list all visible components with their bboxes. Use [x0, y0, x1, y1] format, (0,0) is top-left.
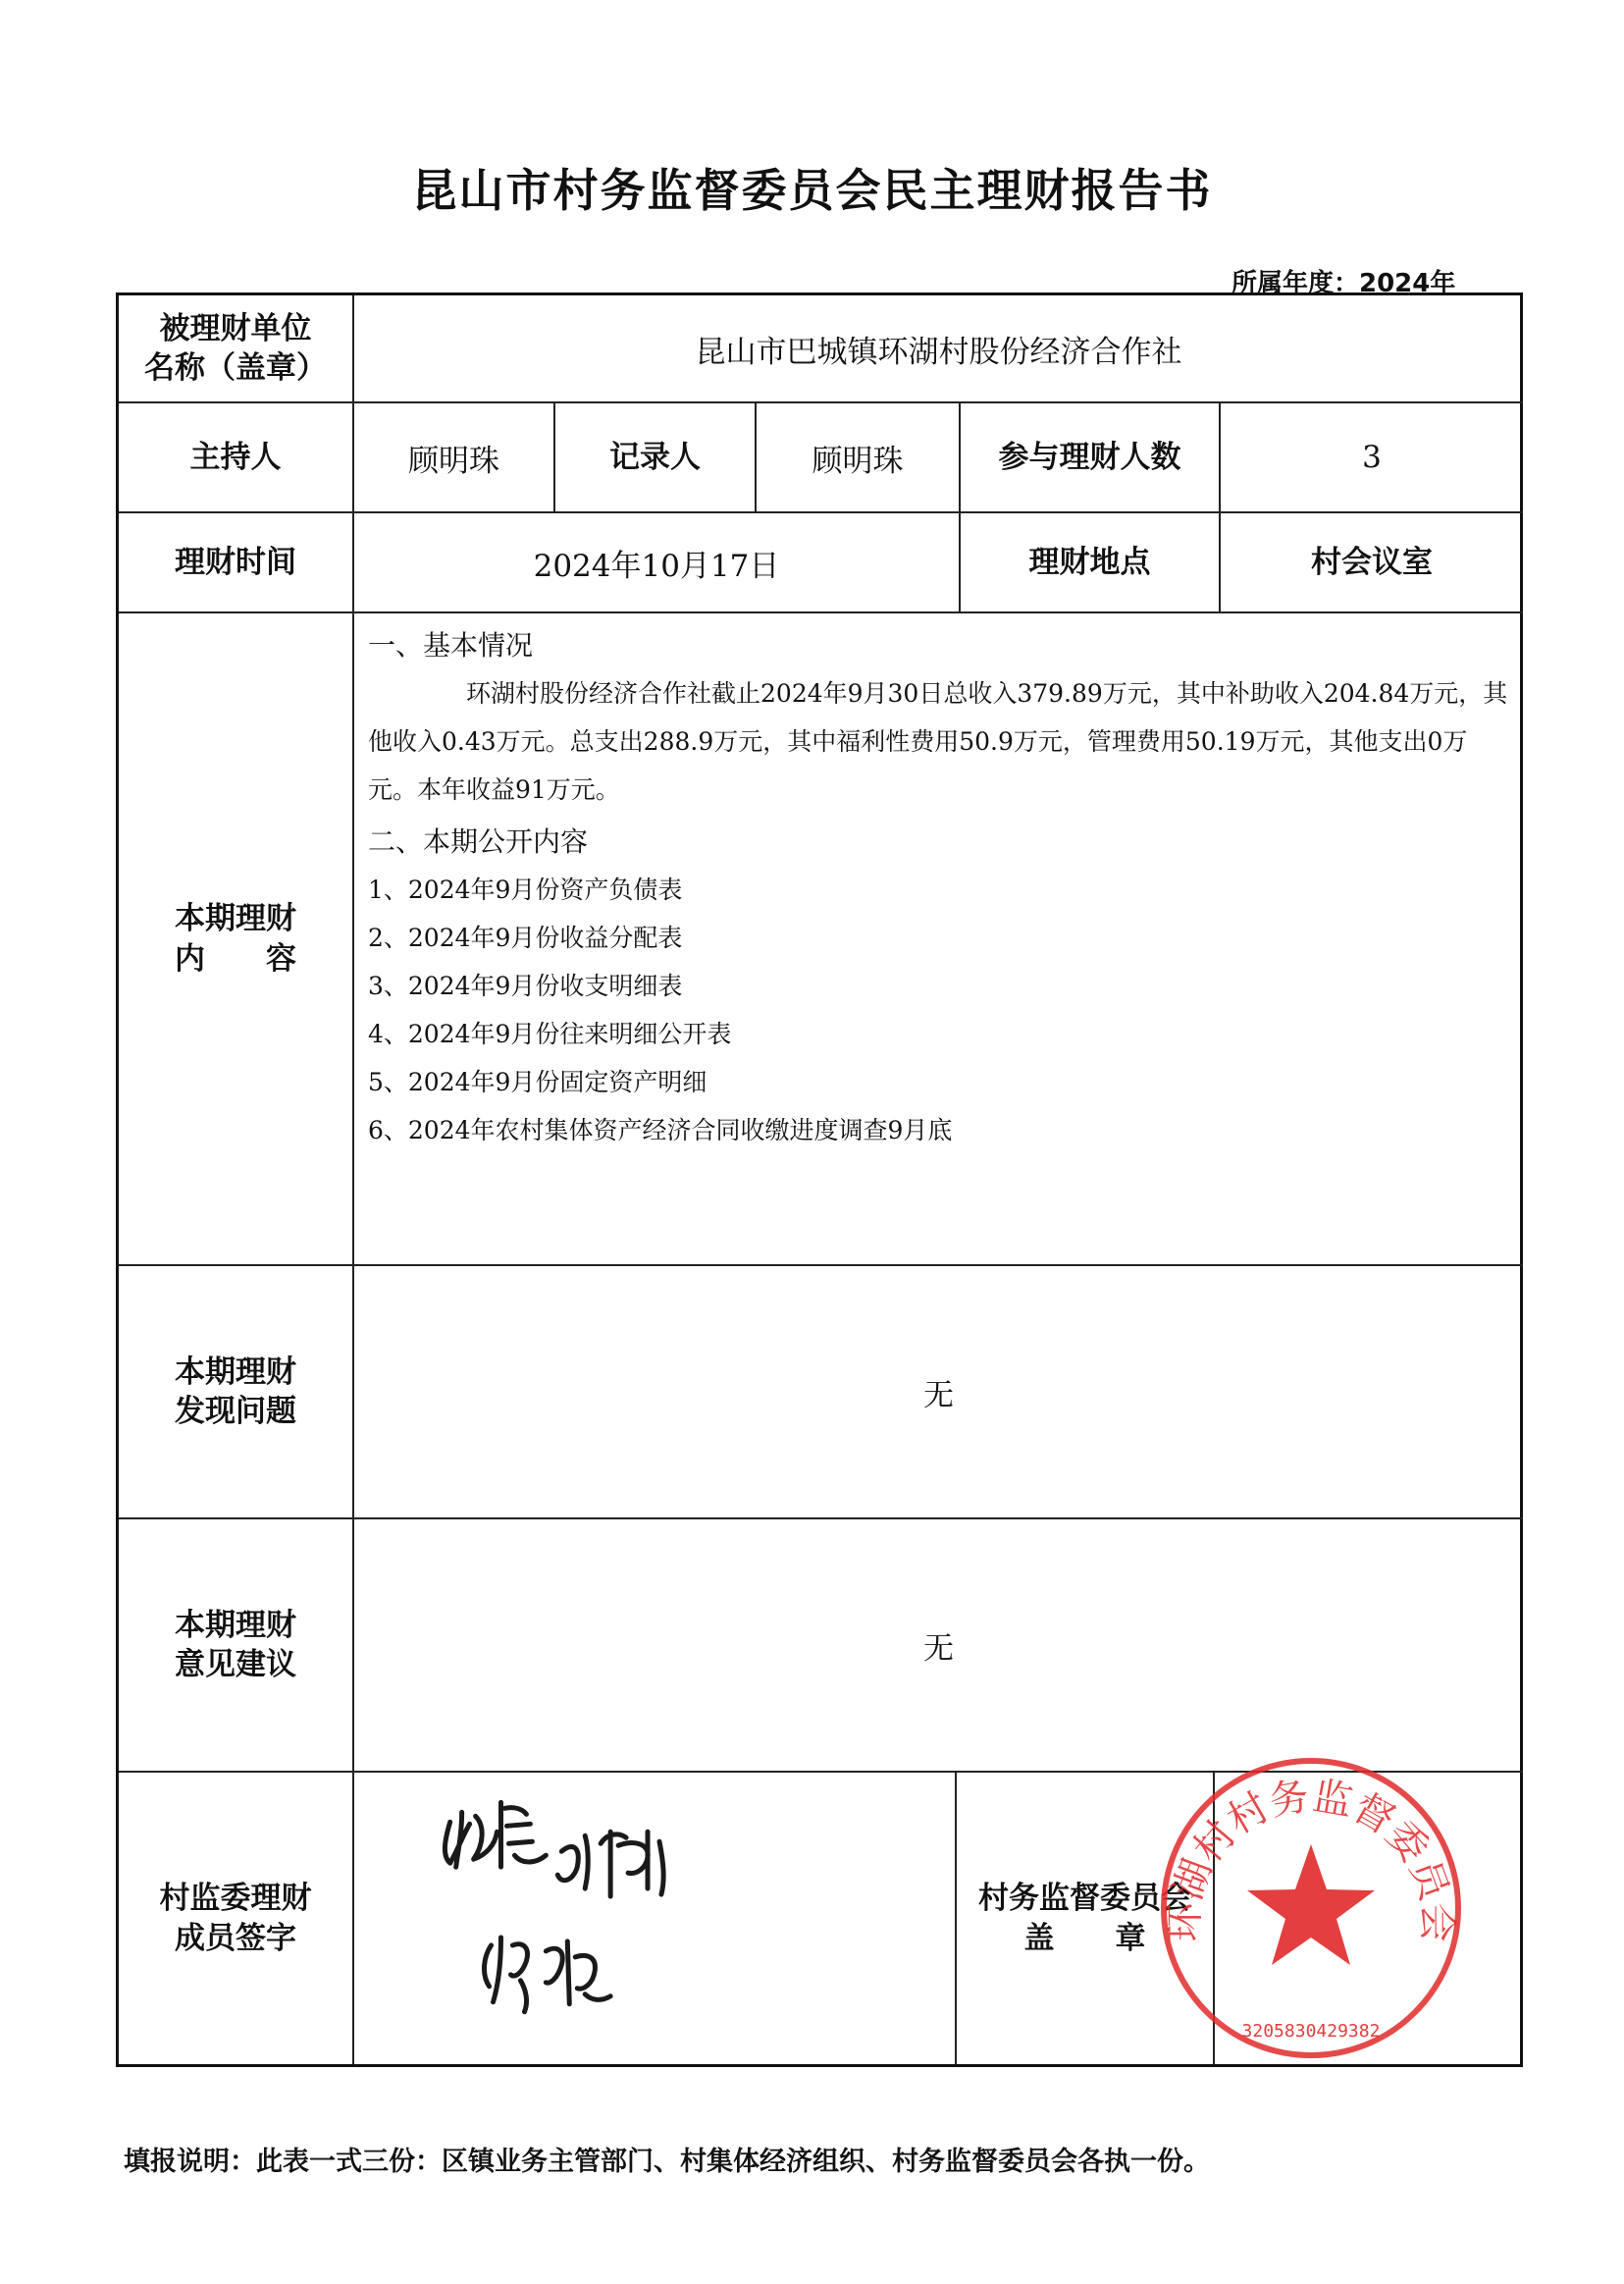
suggestions-label-line1: 本期理财: [175, 1607, 296, 1643]
recorder-label: 记录人: [555, 403, 757, 513]
participants-value: 3: [1221, 403, 1523, 513]
host-value: 顾明珠: [354, 403, 555, 513]
suggestions-label: [119, 1519, 354, 1773]
problems-value: 无: [354, 1266, 1523, 1519]
signatures-label-line2: 成员签字: [175, 1920, 296, 1956]
seal-star-icon: [1247, 1844, 1375, 1965]
content-body: [354, 613, 1523, 1266]
footer-note: 填报说明：此表一式三份：区镇业务主管部门、村集体经济组织、村务监督委员会各执一份。: [124, 2147, 1210, 2177]
unit-label: [119, 295, 354, 403]
list-item: 5、2024年9月份固定资产明细: [368, 1068, 707, 1096]
list-item: 2、2024年9月份收益分配表: [368, 924, 683, 952]
official-seal-stamp: [1149, 1746, 1473, 2070]
seal-arc-text: 环湖村村务监督委员会: [1162, 1774, 1460, 1942]
unit-label-line2: 名称（盖章）: [144, 350, 327, 386]
content-label-line2: 内 容: [175, 940, 296, 977]
section1-text: 环湖村股份经济合作社截止2024年9月30日总收入379.89万元，其中补助收入204.84万元，其他收入0.43万元。总支出288.9万元，其中福利性费用50.9万元，管理费用50.19万元，其他支出0万元。本年收益91万元。: [368, 679, 1508, 804]
list-item: 4、2024年9月份往来明细公开表: [368, 1020, 732, 1048]
place-value: 村会议室: [1221, 513, 1523, 613]
handwritten-signatures: [354, 1773, 955, 2064]
content-label: [119, 613, 354, 1266]
fiscal-year: 所属年度：2024年: [1231, 269, 1456, 298]
participants-label: 参与理财人数: [961, 403, 1221, 513]
suggestions-label-line2: 意见建议: [175, 1647, 296, 1682]
time-value: 2024年10月17日: [354, 513, 961, 613]
section2-title: 二、本期公开内容: [368, 825, 589, 858]
signatures-label-line1: 村监委理财: [159, 1881, 312, 1917]
signatures-label: [119, 1773, 354, 2064]
time-label: 理财时间: [119, 513, 354, 613]
content-label-line1: 本期理财: [175, 901, 296, 937]
unit-label-line1: 被理财单位: [159, 310, 312, 346]
place-label: 理财地点: [961, 513, 1221, 613]
signature-area: [354, 1773, 957, 2064]
recorder-value: 顾明珠: [757, 403, 961, 513]
host-label: 主持人: [119, 403, 354, 513]
list-item: 1、2024年9月份资产负债表: [368, 876, 683, 904]
list-item: 6、2024年农村集体资产经济合同收缴进度调查9月底: [368, 1116, 953, 1144]
unit-value: 昆山市巴城镇环湖村股份经济合作社: [354, 295, 1523, 403]
report-table: [116, 292, 1523, 2067]
suggestions-value: 无: [354, 1519, 1523, 1773]
seal-number: 3205830429382: [1241, 2021, 1381, 2042]
seal-label-line2: 盖 章: [1023, 1920, 1146, 1956]
list-item: 3、2024年9月份收支明细表: [368, 972, 683, 1000]
seal-label-line1: 村务监督委员会: [978, 1881, 1191, 1917]
section1-title: 一、基本情况: [368, 629, 534, 662]
problems-label-line1: 本期理财: [175, 1354, 296, 1390]
problems-label-line2: 发现问题: [175, 1394, 296, 1429]
page-title: 昆山市村务监督委员会民主理财报告书: [411, 164, 1213, 217]
problems-label: [119, 1266, 354, 1519]
